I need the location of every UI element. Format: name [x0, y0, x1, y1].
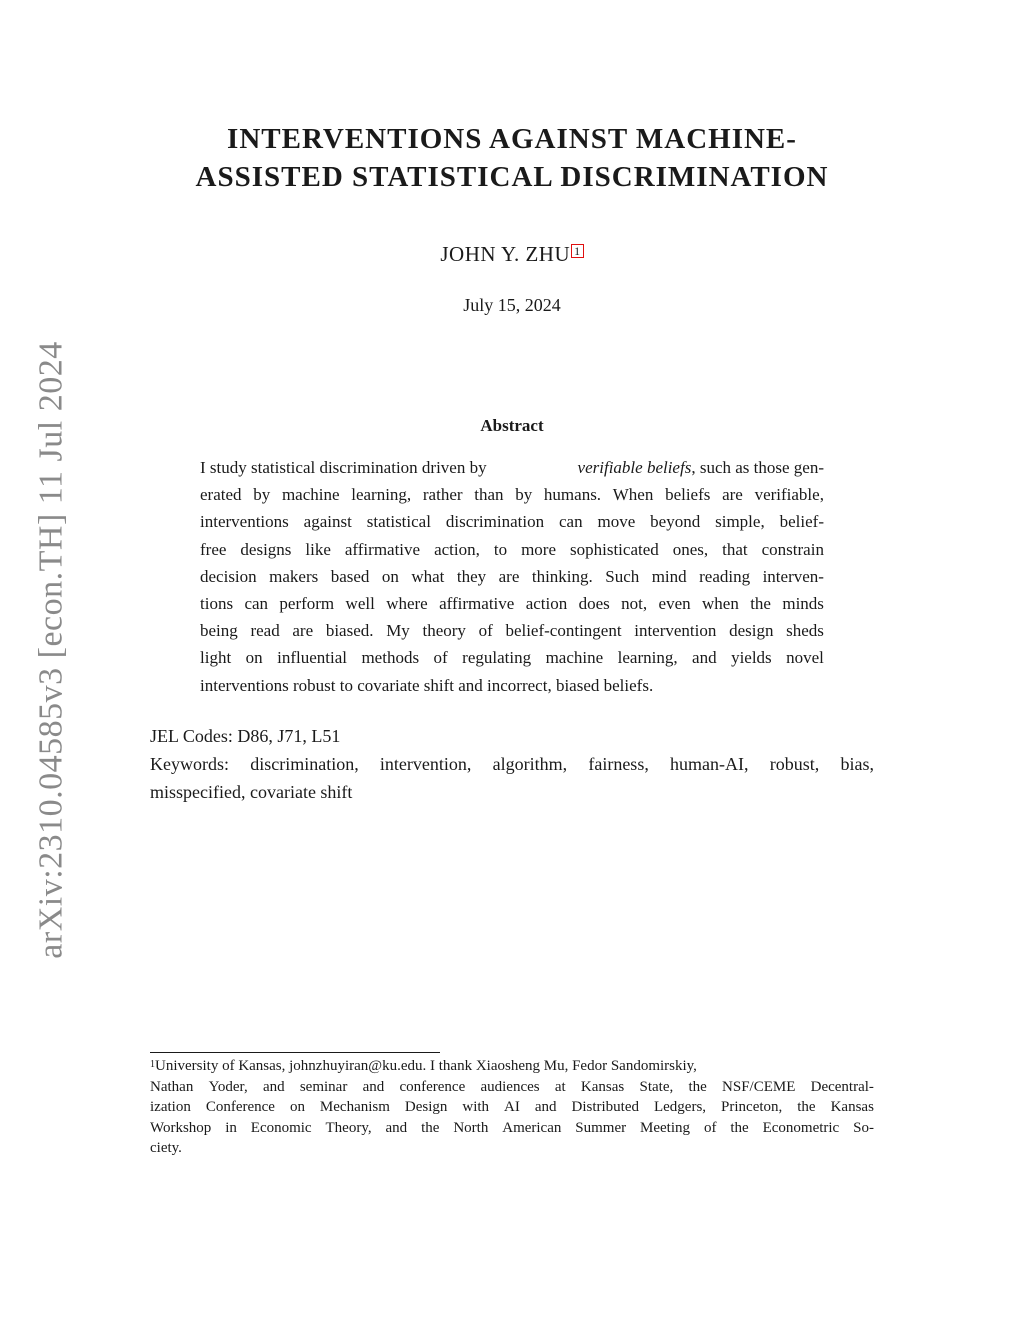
abstract-line-2: erated by machine learning, rather than by humans. When beliefs are verifiable, — [200, 485, 824, 505]
footnote-line-1 — [150, 1056, 874, 1077]
abstract-line-5: decision makers based on what they are thinking. Such mind reading interven- — [200, 566, 824, 586]
abstract-body — [200, 454, 824, 699]
abstract-line-1 — [200, 454, 824, 481]
title-line-1: INTERVENTIONS AGAINST MACHINE- — [227, 123, 797, 155]
abstract-line-1-end: verifiable beliefs, such as those gen- — [577, 458, 824, 477]
abstract-line-1-start: I study statistical discrimination driven by — [200, 458, 487, 477]
jel-codes: JEL Codes: D86, J71, L51 — [150, 726, 341, 746]
abstract-line-6: tions can perform well where affirmative action does not, even when the minds — [200, 594, 824, 614]
abstract-line-9: interventions robust to covariate shift and incorrect, biased beliefs. — [200, 675, 654, 695]
footnote-line-4: Workshop in Economic Theory, and the North American Summer Meeting of the Econometric So- — [150, 1119, 874, 1136]
abstract-line-3: interventions against statistical discrimination can move beyond simple, belief- — [200, 512, 824, 532]
abstract-emphasis: verifiable beliefs — [577, 458, 692, 477]
footnote-marker: 1 — [150, 1059, 155, 1070]
paper-metadata — [150, 722, 874, 806]
footnote-divider — [150, 1052, 440, 1053]
publication-date: July 15, 2024 — [463, 295, 561, 315]
keywords-line-2: misspecified, covariate shift — [150, 782, 353, 802]
author-footnote-link[interactable]: 1 — [571, 244, 584, 258]
arxiv-identifier-text: arXiv:2310.04585v3 [econ.TH] 11 Jul 2024 — [33, 341, 70, 959]
abstract-heading: Abstract — [480, 416, 544, 435]
author-line — [150, 242, 874, 267]
title-line-2: ASSISTED STATISTICAL DISCRIMINATION — [195, 161, 829, 193]
arxiv-identifier-stamp — [32, 341, 72, 959]
abstract-line-8: light on influential methods of regulating machine learning, and yields novel — [200, 648, 824, 668]
footnote-line-2: Nathan Yoder, and seminar and conference audiences at Kansas State, the NSF/CEME Decentral- — [150, 1078, 874, 1095]
paper-title — [150, 120, 874, 196]
author-name: JOHN Y. ZHU — [440, 242, 571, 266]
keywords-line-1: Keywords: discrimination, intervention, algorithm, fairness, human-AI, robust, bias, — [150, 754, 874, 774]
footnote-line-5: ciety. — [150, 1140, 182, 1156]
footnote — [150, 1056, 874, 1159]
footnote-line-1-text: $^1$University of Kansas, johnzhuyiran@ku.edu. I thank Xiaosheng Mu, Fedor Sandomirskiy, — [150, 1058, 697, 1074]
abstract-line-4: free designs like affirmative action, to more sophisticated ones, that constrain — [200, 539, 824, 559]
footnote-line-3: ization Conference on Mechanism Design with AI and Distributed Ledgers, Princeton, the Kansas — [150, 1099, 874, 1115]
abstract-line-7: being read are biased. My theory of belief-contingent intervention design sheds — [200, 621, 824, 641]
